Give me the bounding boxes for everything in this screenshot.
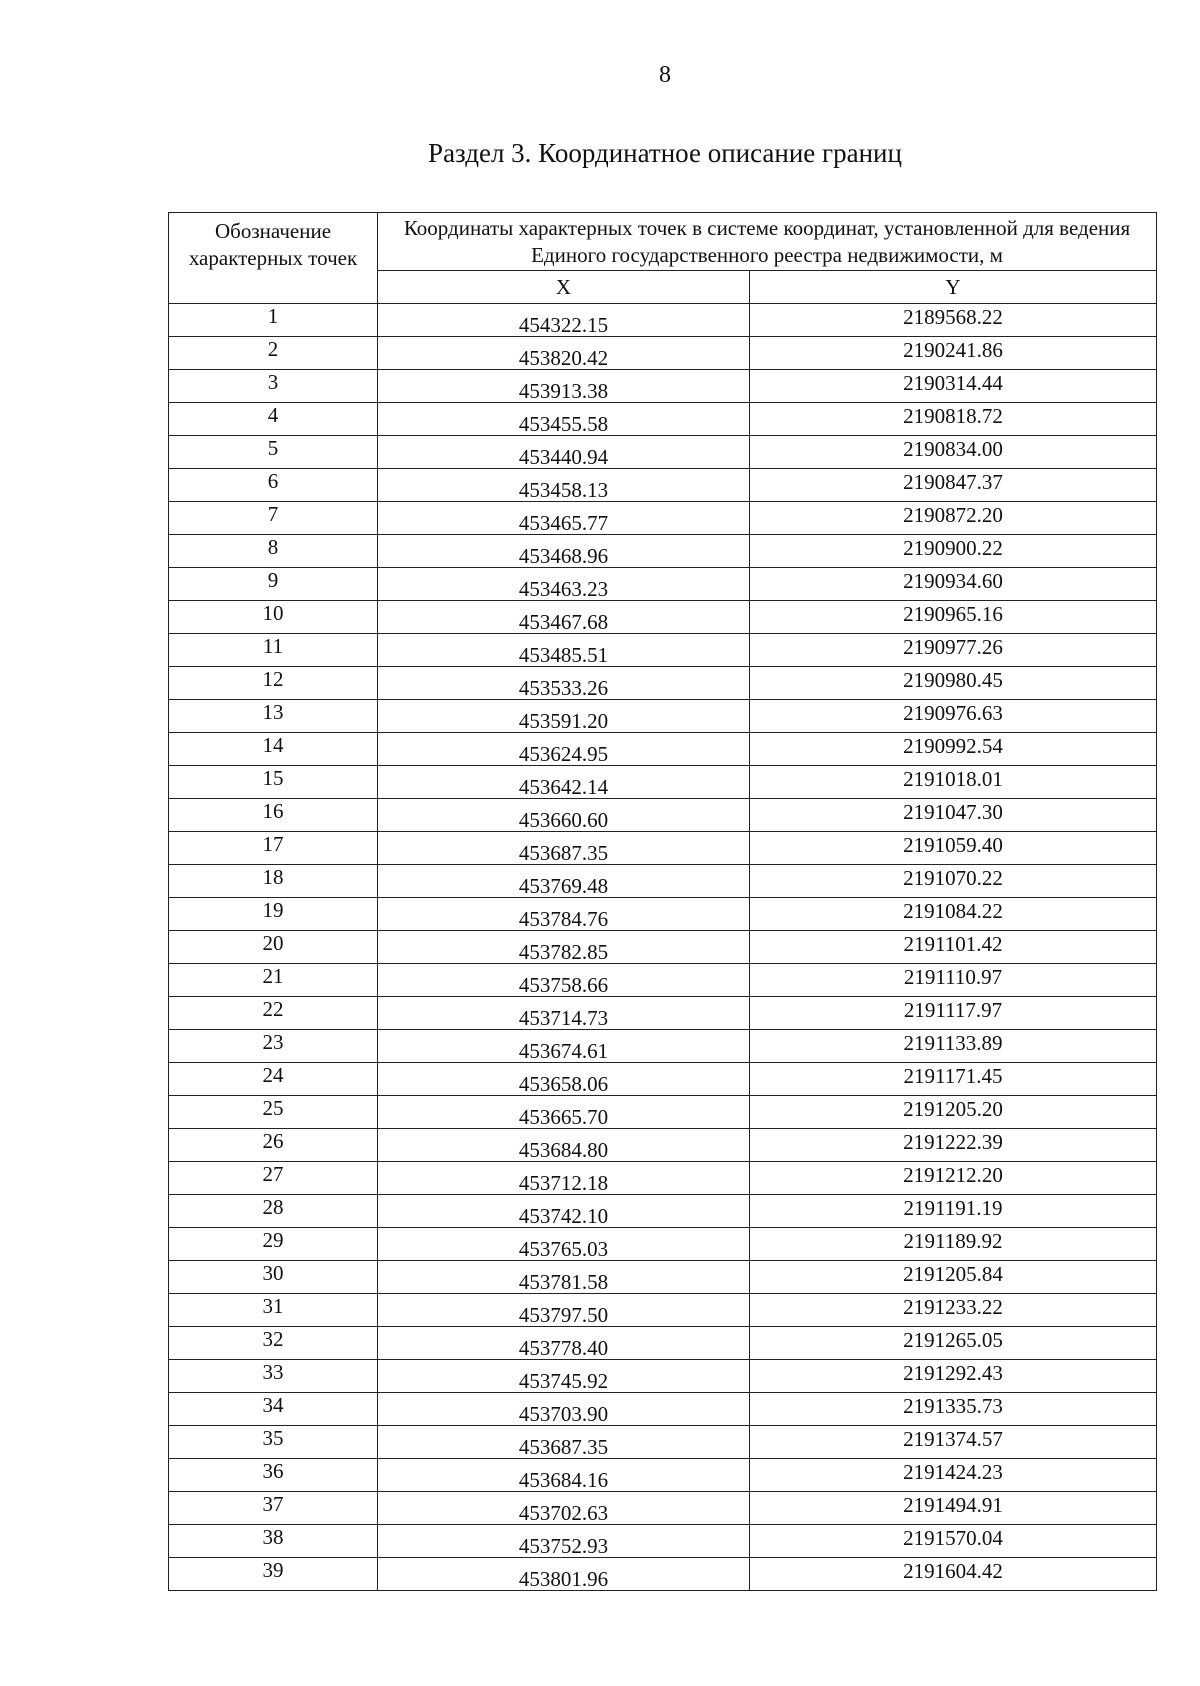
cell-y: 2191222.39 xyxy=(750,1129,1157,1162)
cell-y: 2191110.97 xyxy=(750,964,1157,997)
cell-y: 2191424.23 xyxy=(750,1459,1157,1492)
cell-x: 453913.38 xyxy=(378,370,750,403)
table-row xyxy=(169,1525,1157,1558)
table-row xyxy=(169,1261,1157,1294)
cell-y: 2191133.89 xyxy=(750,1030,1157,1063)
cell-x: 453440.94 xyxy=(378,436,750,469)
cell-y: 2191570.04 xyxy=(750,1525,1157,1558)
cell-x: 453591.20 xyxy=(378,700,750,733)
coordinates-table xyxy=(168,212,1157,1591)
cell-point-number: 8 xyxy=(169,535,378,568)
cell-y: 2190900.22 xyxy=(750,535,1157,568)
cell-y: 2191070.22 xyxy=(750,865,1157,898)
cell-y: 2190977.26 xyxy=(750,634,1157,667)
cell-x: 453665.70 xyxy=(378,1096,750,1129)
cell-x: 453485.51 xyxy=(378,634,750,667)
table-row xyxy=(169,568,1157,601)
cell-point-number: 21 xyxy=(169,964,378,997)
table-row xyxy=(169,535,1157,568)
cell-y: 2191101.42 xyxy=(750,931,1157,964)
cell-x: 453687.35 xyxy=(378,1426,750,1459)
header-point-designation: Обозначение характерных точек xyxy=(169,213,378,304)
cell-point-number: 23 xyxy=(169,1030,378,1063)
table-row xyxy=(169,1459,1157,1492)
table-row xyxy=(169,700,1157,733)
cell-point-number: 14 xyxy=(169,733,378,766)
cell-y: 2191292.43 xyxy=(750,1360,1157,1393)
cell-y: 2191171.45 xyxy=(750,1063,1157,1096)
cell-point-number: 27 xyxy=(169,1162,378,1195)
cell-y: 2191191.19 xyxy=(750,1195,1157,1228)
cell-x: 453703.90 xyxy=(378,1393,750,1426)
cell-x: 453684.80 xyxy=(378,1129,750,1162)
cell-point-number: 24 xyxy=(169,1063,378,1096)
table-row xyxy=(169,1327,1157,1360)
cell-x: 453712.18 xyxy=(378,1162,750,1195)
cell-point-number: 17 xyxy=(169,832,378,865)
cell-x: 453820.42 xyxy=(378,337,750,370)
cell-point-number: 33 xyxy=(169,1360,378,1393)
table-row xyxy=(169,469,1157,502)
section-title: Раздел 3. Координатное описание границ xyxy=(428,138,902,168)
table-row xyxy=(169,304,1157,337)
cell-y: 2191604.42 xyxy=(750,1558,1157,1591)
table-row xyxy=(169,502,1157,535)
cell-y: 2191117.97 xyxy=(750,997,1157,1030)
cell-x: 453702.63 xyxy=(378,1492,750,1525)
table-row xyxy=(169,1129,1157,1162)
cell-y: 2190992.54 xyxy=(750,733,1157,766)
cell-point-number: 20 xyxy=(169,931,378,964)
table-row xyxy=(169,766,1157,799)
table-row xyxy=(169,1492,1157,1525)
cell-point-number: 28 xyxy=(169,1195,378,1228)
cell-x: 453769.48 xyxy=(378,865,750,898)
cell-x: 453458.13 xyxy=(378,469,750,502)
cell-point-number: 15 xyxy=(169,766,378,799)
cell-y: 2191494.91 xyxy=(750,1492,1157,1525)
cell-point-number: 16 xyxy=(169,799,378,832)
cell-x: 453765.03 xyxy=(378,1228,750,1261)
table-row xyxy=(169,964,1157,997)
table-row xyxy=(169,1195,1157,1228)
cell-point-number: 36 xyxy=(169,1459,378,1492)
cell-point-number: 34 xyxy=(169,1393,378,1426)
page-number: 8 xyxy=(659,62,671,88)
cell-point-number: 38 xyxy=(169,1525,378,1558)
table-row xyxy=(169,1063,1157,1096)
cell-y: 2191335.73 xyxy=(750,1393,1157,1426)
cell-y: 2191265.05 xyxy=(750,1327,1157,1360)
header-x: X xyxy=(378,271,750,304)
table-row xyxy=(169,898,1157,931)
table-row xyxy=(169,337,1157,370)
table-row xyxy=(169,1426,1157,1459)
cell-x: 453797.50 xyxy=(378,1294,750,1327)
cell-y: 2190314.44 xyxy=(750,370,1157,403)
cell-x: 453778.40 xyxy=(378,1327,750,1360)
table-body xyxy=(169,304,1157,1591)
cell-point-number: 18 xyxy=(169,865,378,898)
table-row xyxy=(169,931,1157,964)
cell-point-number: 7 xyxy=(169,502,378,535)
cell-x: 453745.92 xyxy=(378,1360,750,1393)
cell-x: 453782.85 xyxy=(378,931,750,964)
cell-x: 453714.73 xyxy=(378,997,750,1030)
cell-y: 2191018.01 xyxy=(750,766,1157,799)
cell-y: 2191059.40 xyxy=(750,832,1157,865)
cell-y: 2191047.30 xyxy=(750,799,1157,832)
cell-point-number: 2 xyxy=(169,337,378,370)
cell-x: 453533.26 xyxy=(378,667,750,700)
cell-y: 2189568.22 xyxy=(750,304,1157,337)
cell-x: 453687.35 xyxy=(378,832,750,865)
cell-y: 2190872.20 xyxy=(750,502,1157,535)
cell-point-number: 4 xyxy=(169,403,378,436)
cell-x: 453784.76 xyxy=(378,898,750,931)
cell-point-number: 37 xyxy=(169,1492,378,1525)
cell-y: 2190980.45 xyxy=(750,667,1157,700)
cell-point-number: 25 xyxy=(169,1096,378,1129)
cell-x: 453468.96 xyxy=(378,535,750,568)
header-y: Y xyxy=(750,271,1157,304)
cell-point-number: 31 xyxy=(169,1294,378,1327)
cell-y: 2190847.37 xyxy=(750,469,1157,502)
cell-y: 2191212.20 xyxy=(750,1162,1157,1195)
cell-point-number: 13 xyxy=(169,700,378,733)
cell-point-number: 26 xyxy=(169,1129,378,1162)
cell-point-number: 19 xyxy=(169,898,378,931)
cell-y: 2190965.16 xyxy=(750,601,1157,634)
cell-point-number: 32 xyxy=(169,1327,378,1360)
cell-y: 2190241.86 xyxy=(750,337,1157,370)
table-row xyxy=(169,832,1157,865)
table-row xyxy=(169,1096,1157,1129)
table-row xyxy=(169,733,1157,766)
table-row xyxy=(169,436,1157,469)
cell-x: 453463.23 xyxy=(378,568,750,601)
cell-y: 2190976.63 xyxy=(750,700,1157,733)
table-row xyxy=(169,601,1157,634)
cell-x: 453781.58 xyxy=(378,1261,750,1294)
cell-y: 2191205.20 xyxy=(750,1096,1157,1129)
cell-x: 453467.68 xyxy=(378,601,750,634)
cell-point-number: 39 xyxy=(169,1558,378,1591)
cell-x: 453742.10 xyxy=(378,1195,750,1228)
cell-point-number: 5 xyxy=(169,436,378,469)
cell-y: 2191189.92 xyxy=(750,1228,1157,1261)
table-row xyxy=(169,865,1157,898)
cell-x: 453465.77 xyxy=(378,502,750,535)
cell-y: 2191084.22 xyxy=(750,898,1157,931)
table-row xyxy=(169,1393,1157,1426)
cell-y: 2191374.57 xyxy=(750,1426,1157,1459)
table-row xyxy=(169,1228,1157,1261)
table-row xyxy=(169,799,1157,832)
cell-x: 453455.58 xyxy=(378,403,750,436)
table-row xyxy=(169,1162,1157,1195)
cell-y: 2190834.00 xyxy=(750,436,1157,469)
cell-y: 2191233.22 xyxy=(750,1294,1157,1327)
header-coordinates: Координаты характерных точек в системе координат, установленной для ведения Единого государственного реестра недвижимости, м xyxy=(378,213,1157,271)
table-header xyxy=(169,213,1157,304)
table-row xyxy=(169,1558,1157,1591)
cell-point-number: 22 xyxy=(169,997,378,1030)
table-row xyxy=(169,403,1157,436)
table-row xyxy=(169,1360,1157,1393)
table-row xyxy=(169,1030,1157,1063)
cell-y: 2190818.72 xyxy=(750,403,1157,436)
cell-point-number: 29 xyxy=(169,1228,378,1261)
cell-point-number: 35 xyxy=(169,1426,378,1459)
cell-y: 2191205.84 xyxy=(750,1261,1157,1294)
cell-x: 454322.15 xyxy=(378,304,750,337)
table-row xyxy=(169,997,1157,1030)
cell-point-number: 30 xyxy=(169,1261,378,1294)
table-row xyxy=(169,1294,1157,1327)
cell-x: 453752.93 xyxy=(378,1525,750,1558)
cell-point-number: 9 xyxy=(169,568,378,601)
table-row xyxy=(169,667,1157,700)
cell-point-number: 12 xyxy=(169,667,378,700)
cell-point-number: 11 xyxy=(169,634,378,667)
cell-point-number: 1 xyxy=(169,304,378,337)
table-row xyxy=(169,370,1157,403)
cell-x: 453658.06 xyxy=(378,1063,750,1096)
cell-y: 2190934.60 xyxy=(750,568,1157,601)
cell-point-number: 6 xyxy=(169,469,378,502)
cell-x: 453624.95 xyxy=(378,733,750,766)
cell-x: 453642.14 xyxy=(378,766,750,799)
cell-x: 453674.61 xyxy=(378,1030,750,1063)
cell-point-number: 10 xyxy=(169,601,378,634)
cell-x: 453758.66 xyxy=(378,964,750,997)
cell-x: 453801.96 xyxy=(378,1558,750,1591)
cell-x: 453660.60 xyxy=(378,799,750,832)
cell-x: 453684.16 xyxy=(378,1459,750,1492)
table-row xyxy=(169,634,1157,667)
cell-point-number: 3 xyxy=(169,370,378,403)
